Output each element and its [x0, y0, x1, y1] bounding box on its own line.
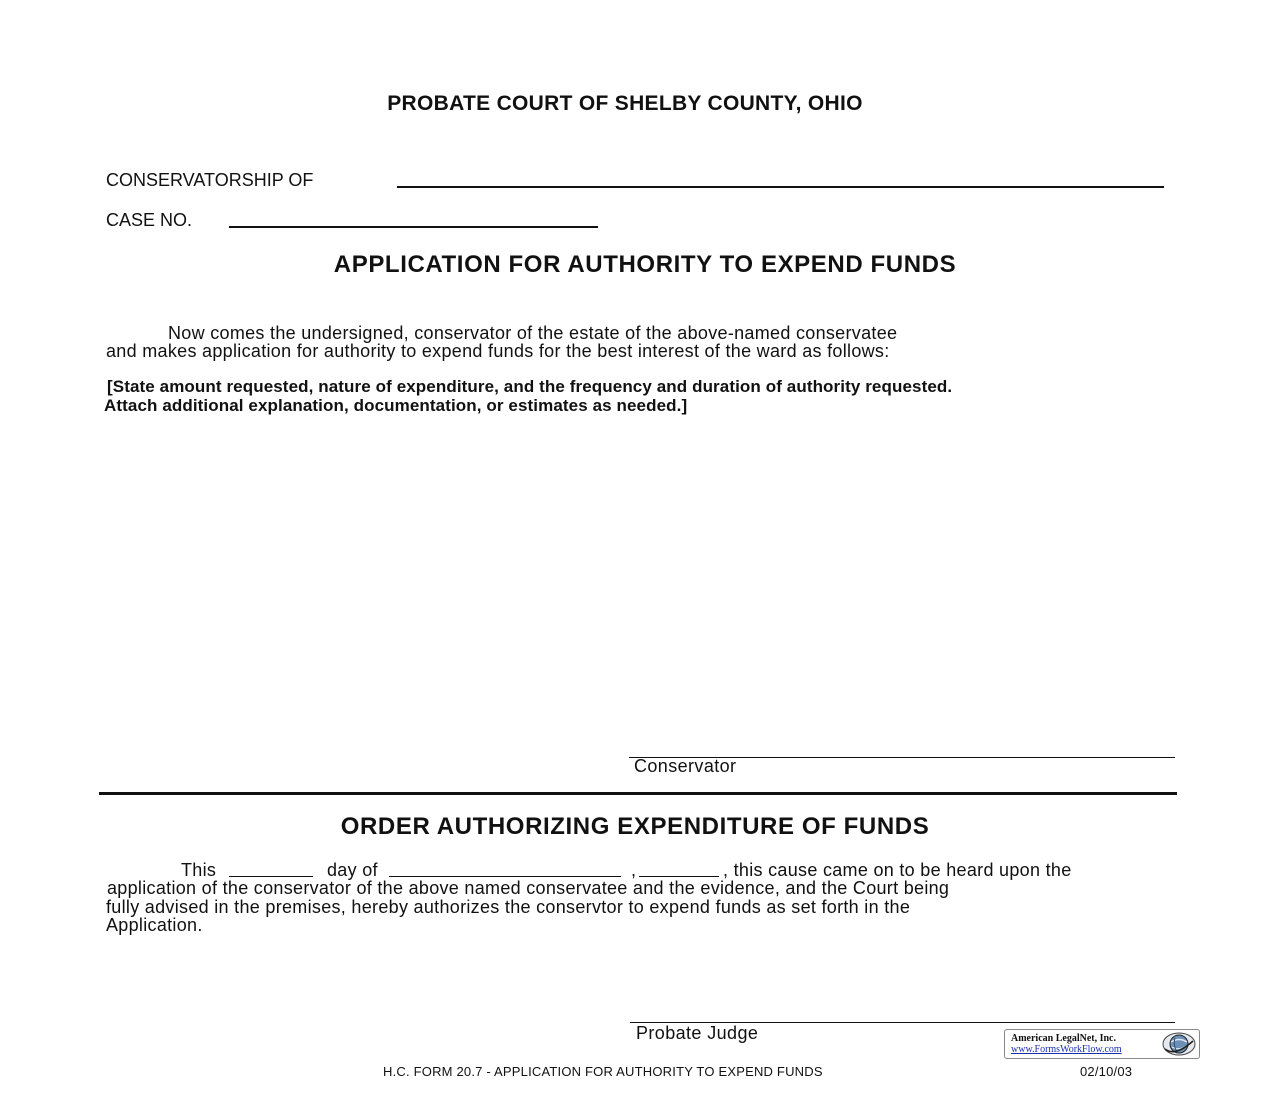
application-heading: APPLICATION FOR AUTHORITY TO EXPEND FUNDS	[333, 251, 957, 278]
application-paragraph-line1: Now comes the undersigned, conservator of the estate of the above-named conservatee	[168, 323, 898, 343]
case-no-label: CASE NO.	[106, 210, 193, 230]
order-line1-rest: , this cause came on to be heard upon the	[723, 860, 1072, 880]
order-dayof-label: day of	[327, 860, 378, 880]
order-day-field[interactable]	[229, 876, 313, 877]
footer-form-title: H.C. FORM 20.7 - APPLICATION FOR AUTHORITY TO EXPEND FUNDS	[383, 1064, 823, 1079]
order-month-field[interactable]	[389, 876, 621, 877]
probate-judge-signature-label: Probate Judge	[636, 1023, 759, 1043]
order-heading: ORDER AUTHORIZING EXPENDITURE OF FUNDS	[340, 813, 930, 840]
expenditure-details-area[interactable]	[104, 425, 1174, 725]
court-title: PROBATE COURT OF SHELBY COUNTY, OHIO	[387, 92, 863, 115]
order-year-field[interactable]	[639, 876, 719, 877]
order-line2: application of the conservator of the above named conservatee and the evidence, and the Court being	[107, 878, 950, 898]
case-no-field[interactable]	[229, 226, 598, 228]
order-line3: fully advised in the premises, hereby authorizes the conservtor to expend funds as set forth in the	[106, 897, 911, 917]
footer-date: 02/10/03	[1080, 1064, 1133, 1079]
instruction-line2: Attach additional explanation, documentation, or estimates as needed.]	[104, 396, 688, 415]
section-divider	[99, 792, 1177, 795]
conservator-signature-label: Conservator	[634, 756, 737, 776]
conservatorship-field[interactable]	[397, 186, 1164, 188]
order-this-label: This	[181, 860, 217, 880]
instruction-line1: [State amount requested, nature of expenditure, and the frequency and duration of authority requested.	[107, 377, 953, 396]
globe-icon	[1161, 1031, 1197, 1057]
american-legalnet-logo[interactable]	[1004, 1029, 1200, 1059]
conservatorship-label: CONSERVATORSHIP OF	[106, 170, 314, 190]
logo-company-name: American LegalNet, Inc.	[1011, 1033, 1116, 1044]
order-line4: Application.	[106, 915, 203, 935]
order-comma: ,	[631, 860, 637, 880]
logo-url-link[interactable]: www.FormsWorkFlow.com	[1011, 1044, 1122, 1055]
application-paragraph-line2: and makes application for authority to expend funds for the best interest of the ward as follows:	[106, 341, 890, 361]
